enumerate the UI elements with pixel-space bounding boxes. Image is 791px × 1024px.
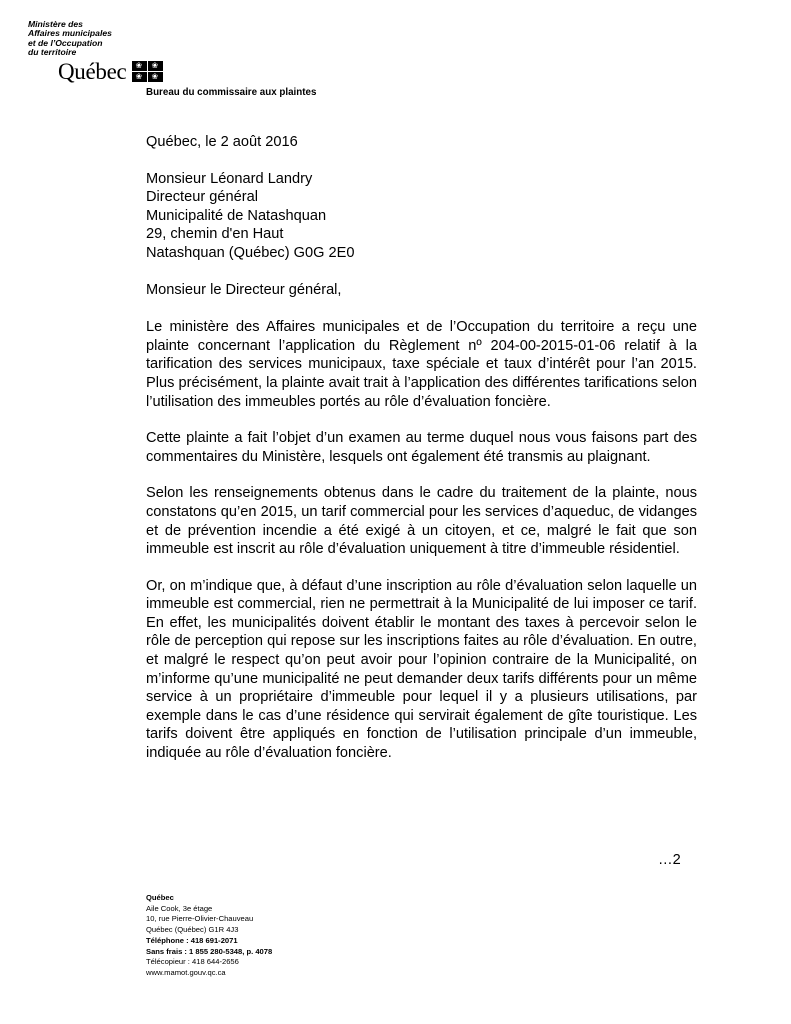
paragraph: Or, on m’indique que, à défaut d’une inscription au rôle d’évaluation selon laquelle un immeuble est commercial, rien ne permettrait à la Municipalité de lui imposer ce tarif. En effet, les municipalités doivent établir le montant des taxes à percevoir selon le rôle de perception qui repose sur les inscriptions faites au rôle d’évaluation. En outre, et malgré le respect qu’on peut avoir pour l’opinion contraire de la Municipalité, on m’informe qu’une municipalité ne peut demander deux tarifs différents pour un même service à un propriétaire d’immeuble pour lequel il y a plusieurs utilisations, par exemple dans le cas d’une résidence qui servirait également de gîte touristique. Les tarifs doivent être appliqués en fonction de l’utilisation principale d’un immeuble, indiquée au rôle d’évaluation foncière. bbox=[146, 577, 697, 762]
bureau-name: Bureau du commissaire aux plaintes bbox=[146, 87, 317, 98]
ministry-line: Affaires municipales bbox=[28, 28, 112, 39]
ministry-line: Ministère des bbox=[28, 19, 83, 29]
salutation: Monsieur le Directeur général, bbox=[146, 281, 342, 298]
address-line: 29, chemin d'en Haut bbox=[146, 226, 284, 243]
footer-tollfree: Sans frais : 1 855 280-5348, p. 4078 bbox=[146, 946, 273, 956]
footer-city: Québec bbox=[146, 893, 174, 902]
quebec-signature bbox=[58, 58, 163, 84]
footer-line: 10, rue Pierre-Olivier-Chauveau bbox=[146, 914, 254, 924]
address-line: Municipalité de Natashquan bbox=[146, 207, 327, 224]
address-line: Directeur général bbox=[146, 189, 258, 206]
quebec-wordmark: Québec bbox=[58, 58, 127, 84]
footer-phone: Téléphone : 418 691-2071 bbox=[146, 935, 238, 945]
address-line: Monsieur Léonard Landry bbox=[146, 170, 313, 187]
ministry-logo bbox=[28, 20, 163, 83]
footer-line: Aile Cook, 3e étage bbox=[146, 903, 213, 913]
footer-address bbox=[146, 893, 272, 979]
ministry-line: et de l’Occupation bbox=[28, 37, 103, 48]
paragraph: Cette plainte a fait l’objet d’un examen au terme duquel nous vous faisons part des commentaires du Ministère, lesquels ont également été transmis au plaignant. bbox=[146, 430, 697, 465]
address-line: Natashquan (Québec) G0G 2E0 bbox=[146, 244, 355, 261]
letter-date: Québec, le 2 août 2016 bbox=[146, 134, 298, 150]
footer-fax: Télécopieur : 418 644-2656 bbox=[146, 957, 239, 967]
footer-line: Québec (Québec) G1R 4J3 bbox=[146, 925, 239, 935]
page-continuation: …2 bbox=[658, 852, 681, 868]
paragraph: Le ministère des Affaires municipales et de l’Occupation du territoire a reçu une plainte concernant l’application du Règlement nº 204-00-2015-01-06 relatif à la tarification des services municipaux, taxe spéciale et taux d’intérêt pour l’an 2015. Plus précisément, la plainte avait trait à l’application des différentes tarifications selon l’utilisation des immeubles portés au rôle d’évaluation foncière. bbox=[146, 319, 697, 410]
ministry-line: du territoire bbox=[28, 47, 77, 58]
paragraph: Selon les renseignements obtenus dans le cadre du traitement de la plainte, nous constatons qu’en 2015, un tarif commercial pour les services d’aqueduc, de vidanges et de prévention incendie a été exigé à un citoyen, et ce, malgré le fait que son immeuble est inscrit au rôle d’évaluation uniquement à titre d’immeuble résidentiel. bbox=[146, 485, 697, 558]
ministry-name bbox=[28, 20, 163, 58]
letter-body bbox=[146, 133, 697, 781]
recipient-address bbox=[146, 170, 697, 263]
fleur-de-lis-flag-icon bbox=[132, 61, 163, 82]
footer-web: www.mamot.gouv.qc.ca bbox=[146, 967, 226, 977]
